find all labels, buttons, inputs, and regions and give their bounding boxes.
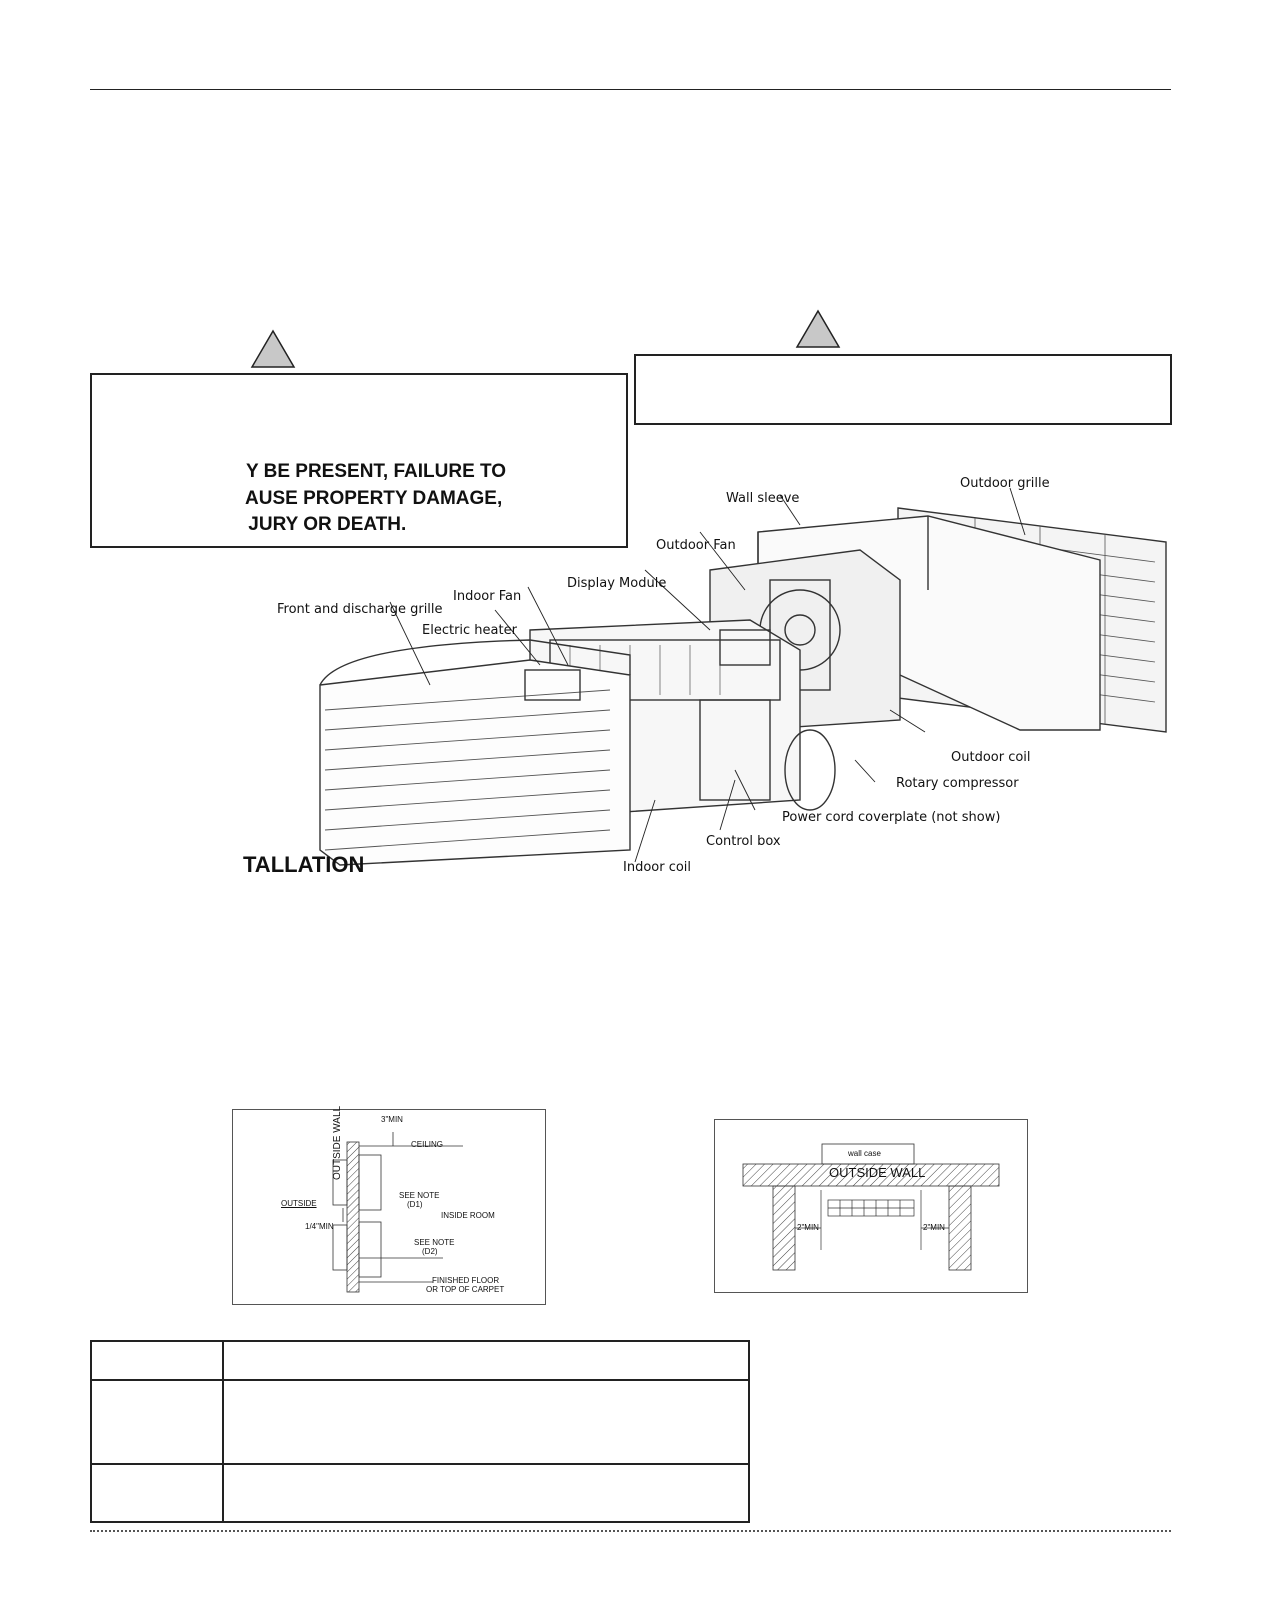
table-cell [91,1464,223,1522]
top-wall-case: wall case [848,1149,881,1158]
section-heading: TALLATION [243,852,365,877]
table-cell [91,1380,223,1464]
side-outside: OUTSIDE [281,1199,317,1208]
label-indoor-fan: Indoor Fan [453,589,522,604]
table-cell [91,1341,223,1380]
side-d2: (D2) [422,1247,438,1256]
table-cell [223,1380,749,1464]
label-display-module: Display Module [567,576,667,591]
warning-triangle-icon [250,329,296,369]
side-see-note-1: SEE NOTE [399,1191,440,1200]
side-diagram-drawing [233,1110,545,1304]
side-see-note-2: SEE NOTE [414,1238,455,1247]
side-outside-wall: OUTSIDE WALL [332,1105,343,1180]
side-top-of-carpet: OR TOP OF CARPET [426,1285,505,1294]
label-power-cord: Power cord coverplate (not show) [782,810,1001,825]
side-d1: (D1) [407,1200,423,1209]
label-outdoor-fan: Outdoor Fan [656,538,736,553]
warning-line-1: Y BE PRESENT, FAILURE TO [246,461,507,482]
label-wall-sleeve: Wall sleeve [726,491,800,506]
top-diagram-drawing [715,1120,1027,1292]
side-ceiling: CEILING [411,1140,444,1149]
side-clearance-diagram [232,1105,546,1305]
caution-box [634,354,1172,425]
exploded-view-illustration [300,470,1180,870]
notes-table [90,1340,750,1523]
table-cell [223,1464,749,1522]
top-right-min: 2"MIN [923,1223,945,1232]
table-row [91,1464,749,1522]
warning-line-2: AUSE PROPERTY DAMAGE, [245,488,503,509]
label-control-box: Control box [706,834,781,849]
side-inside-room: INSIDE ROOM [441,1211,495,1220]
label-indoor-coil: Indoor coil [623,860,692,875]
label-outdoor-coil: Outdoor coil [951,750,1031,765]
side-min-3: 3"MIN [381,1115,403,1124]
label-outdoor-grille: Outdoor grille [960,476,1050,491]
label-rotary-compressor: Rotary compressor [896,776,1019,791]
table-cell [223,1341,749,1380]
side-min-quarter: 1/4"MIN [305,1222,334,1231]
table-row [91,1380,749,1464]
label-electric-heater: Electric heater [422,623,517,638]
caution-triangle-icon [795,309,841,349]
side-finished-floor: FINISHED FLOOR [432,1276,500,1285]
warning-line-3: JURY OR DEATH. [243,514,407,535]
top-rule [90,89,1171,90]
bottom-dotted-rule [90,1530,1171,1532]
table-row [91,1341,749,1380]
top-left-min: 2"MIN [797,1223,819,1232]
label-front-grille: Front and discharge grille [277,602,443,617]
top-clearance-diagram [714,1119,1028,1293]
top-outside-wall: OUTSIDE WALL [829,1165,926,1180]
